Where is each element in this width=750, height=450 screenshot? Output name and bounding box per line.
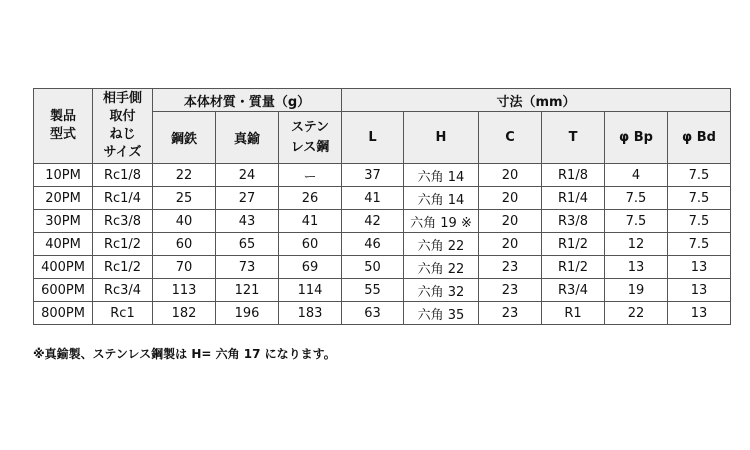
cell-mating-thread: Rc1 xyxy=(93,302,153,325)
header-T: T xyxy=(542,112,605,164)
table-row xyxy=(34,187,731,210)
cell-Bp: 12 xyxy=(605,233,668,256)
cell-Bp: 7.5 xyxy=(605,210,668,233)
cell-T: R1/2 xyxy=(542,233,605,256)
cell-T: R3/8 xyxy=(542,210,605,233)
cell-C: 23 xyxy=(479,279,542,302)
cell-Bd: 7.5 xyxy=(668,210,731,233)
cell-model: 800PM xyxy=(34,302,93,325)
cell-mating-thread: Rc1/8 xyxy=(93,164,153,187)
cell-brass: 43 xyxy=(216,210,279,233)
cell-mating-thread: Rc3/8 xyxy=(93,210,153,233)
cell-stainless: 60 xyxy=(279,233,342,256)
cell-Bd: 7.5 xyxy=(668,164,731,187)
cell-Bp: 4 xyxy=(605,164,668,187)
cell-C: 23 xyxy=(479,256,542,279)
header-mating-line-3: ねじ xyxy=(109,127,136,142)
table-row xyxy=(34,233,731,256)
cell-brass: 65 xyxy=(216,233,279,256)
table-row xyxy=(34,210,731,233)
cell-C: 23 xyxy=(479,302,542,325)
cell-brass: 73 xyxy=(216,256,279,279)
header-steel: 鋼鉄 xyxy=(153,112,216,164)
header-mating-thread xyxy=(93,89,153,164)
cell-Bp: 22 xyxy=(605,302,668,325)
cell-stainless: 26 xyxy=(279,187,342,210)
cell-H: 六角 14 xyxy=(404,164,479,187)
cell-stainless: 69 xyxy=(279,256,342,279)
header-mating-line-2: 取付 xyxy=(109,109,136,124)
header-C: C xyxy=(479,112,542,164)
cell-model: 30PM xyxy=(34,210,93,233)
cell-mating-thread: Rc3/4 xyxy=(93,279,153,302)
cell-Bd: 7.5 xyxy=(668,187,731,210)
header-model-line-2: 型式 xyxy=(49,127,76,142)
cell-model: 40PM xyxy=(34,233,93,256)
cell-T: R3/4 xyxy=(542,279,605,302)
cell-Bp: 13 xyxy=(605,256,668,279)
cell-steel: 60 xyxy=(153,233,216,256)
cell-model: 400PM xyxy=(34,256,93,279)
cell-H: 六角 22 xyxy=(404,233,479,256)
cell-steel: 113 xyxy=(153,279,216,302)
table-row xyxy=(34,256,731,279)
cell-H: 六角 22 xyxy=(404,256,479,279)
cell-steel: 70 xyxy=(153,256,216,279)
cell-Bd: 13 xyxy=(668,302,731,325)
cell-Bp: 19 xyxy=(605,279,668,302)
cell-steel: 25 xyxy=(153,187,216,210)
cell-L: 46 xyxy=(342,233,404,256)
table-row xyxy=(34,279,731,302)
cell-Bd: 13 xyxy=(668,279,731,302)
header-model-line-1: 製品 xyxy=(49,109,76,124)
cell-mating-thread: Rc1/2 xyxy=(93,256,153,279)
cell-brass: 196 xyxy=(216,302,279,325)
cell-model: 10PM xyxy=(34,164,93,187)
cell-L: 50 xyxy=(342,256,404,279)
cell-H: 六角 35 xyxy=(404,302,479,325)
cell-brass: 121 xyxy=(216,279,279,302)
spec-table xyxy=(33,88,731,325)
header-stainless-line-1: ステン xyxy=(290,119,330,135)
table-row xyxy=(34,164,731,187)
cell-mating-thread: Rc1/2 xyxy=(93,233,153,256)
cell-T: R1/8 xyxy=(542,164,605,187)
header-L: L xyxy=(342,112,404,164)
cell-C: 20 xyxy=(479,233,542,256)
cell-C: 20 xyxy=(479,164,542,187)
cell-T: R1/2 xyxy=(542,256,605,279)
cell-L: 37 xyxy=(342,164,404,187)
header-weight-group: 本体材質・質量（g） xyxy=(153,89,342,112)
cell-L: 55 xyxy=(342,279,404,302)
cell-L: 42 xyxy=(342,210,404,233)
cell-brass: 27 xyxy=(216,187,279,210)
header-brass: 真鍮 xyxy=(216,112,279,164)
header-model xyxy=(34,89,93,164)
cell-steel: 182 xyxy=(153,302,216,325)
cell-T: R1 xyxy=(542,302,605,325)
header-mating-line-1: 相手側 xyxy=(102,91,142,106)
cell-H: 六角 19 ※ xyxy=(404,210,479,233)
cell-L: 63 xyxy=(342,302,404,325)
cell-stainless: 183 xyxy=(279,302,342,325)
cell-C: 20 xyxy=(479,210,542,233)
cell-Bd: 7.5 xyxy=(668,233,731,256)
cell-steel: 22 xyxy=(153,164,216,187)
cell-L: 41 xyxy=(342,187,404,210)
cell-stainless: ー xyxy=(279,164,342,187)
table-row xyxy=(34,302,731,325)
cell-model: 20PM xyxy=(34,187,93,210)
cell-model: 600PM xyxy=(34,279,93,302)
cell-mating-thread: Rc1/4 xyxy=(93,187,153,210)
cell-C: 20 xyxy=(479,187,542,210)
cell-T: R1/4 xyxy=(542,187,605,210)
cell-stainless: 41 xyxy=(279,210,342,233)
header-mating-line-4: サイズ xyxy=(103,145,142,160)
cell-brass: 24 xyxy=(216,164,279,187)
cell-H: 六角 32 xyxy=(404,279,479,302)
cell-Bp: 7.5 xyxy=(605,187,668,210)
header-H: H xyxy=(404,112,479,164)
header-stainless-line-2: レス鋼 xyxy=(290,139,330,155)
cell-steel: 40 xyxy=(153,210,216,233)
cell-H: 六角 14 xyxy=(404,187,479,210)
cell-Bd: 13 xyxy=(668,256,731,279)
header-Bd: φ Bd xyxy=(668,112,731,164)
footnote: ※真鍮製、ステンレス鋼製は H= 六角 17 になります。 xyxy=(33,347,336,361)
header-stainless xyxy=(279,112,342,164)
header-Bp: φ Bp xyxy=(605,112,668,164)
header-dimension-group: 寸法（mm） xyxy=(342,89,731,112)
cell-stainless: 114 xyxy=(279,279,342,302)
